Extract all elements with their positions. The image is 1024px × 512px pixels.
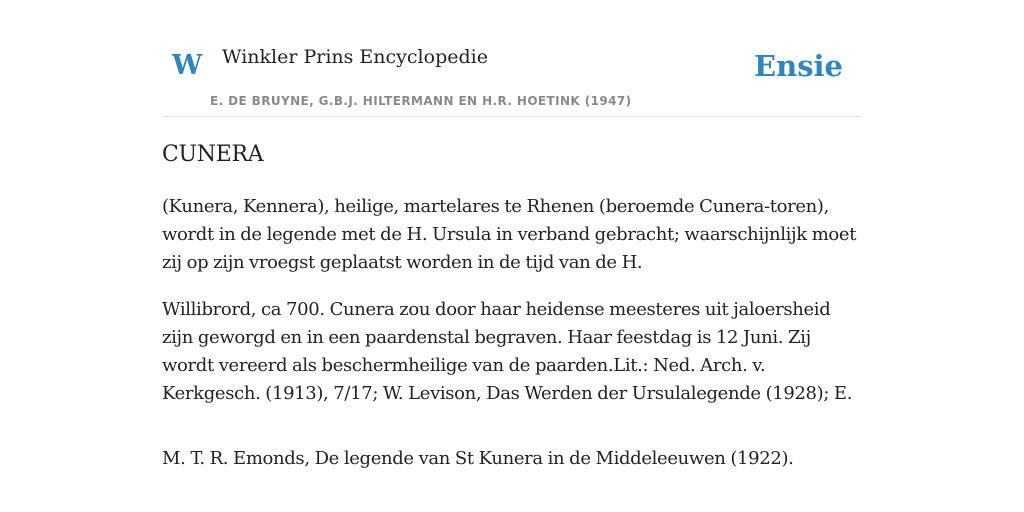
article-paragraph-1: (Kunera, Kennera), heilige, martelares te Rhenen (beroemde Cunera-toren), wordt in de legende met de H. Ursula in verband gebracht; waarschijnlijk moet zij op zijn vroegst geplaatst worden in de tijd van de H. bbox=[162, 196, 857, 273]
site-title[interactable]: Winkler Prins Encyclopedie bbox=[222, 46, 488, 68]
article bbox=[162, 140, 862, 492]
authors-line: E. DE BRUYNE, G.B.J. HILTERMANN EN H.R. HOETINK (1947) bbox=[210, 94, 632, 108]
article-paragraph-2: Willibrord, ca 700. Cunera zou door haar heidense meesteres uit jaloersheid zijn geworgd en in een paardenstal begraven. Haar feestdag is 12 Juni. Zij wordt vereerd als beschermheilige van de paarden.Lit.: Ned. Arch. v. Kerkgesch. (1913), 7/17; W. Levison, Das Werden der Ursulalegende (1928); E. bbox=[162, 299, 853, 404]
ensie-logo[interactable]: Ensie bbox=[754, 49, 843, 83]
site-header bbox=[162, 0, 862, 117]
article-paragraph-3: M. T. R. Emonds, De legende van St Kunera in de Middeleeuwen (1922). bbox=[162, 448, 794, 469]
winkler-prins-logo-icon[interactable]: W bbox=[172, 50, 203, 81]
entry-title: CUNERA bbox=[162, 142, 264, 167]
